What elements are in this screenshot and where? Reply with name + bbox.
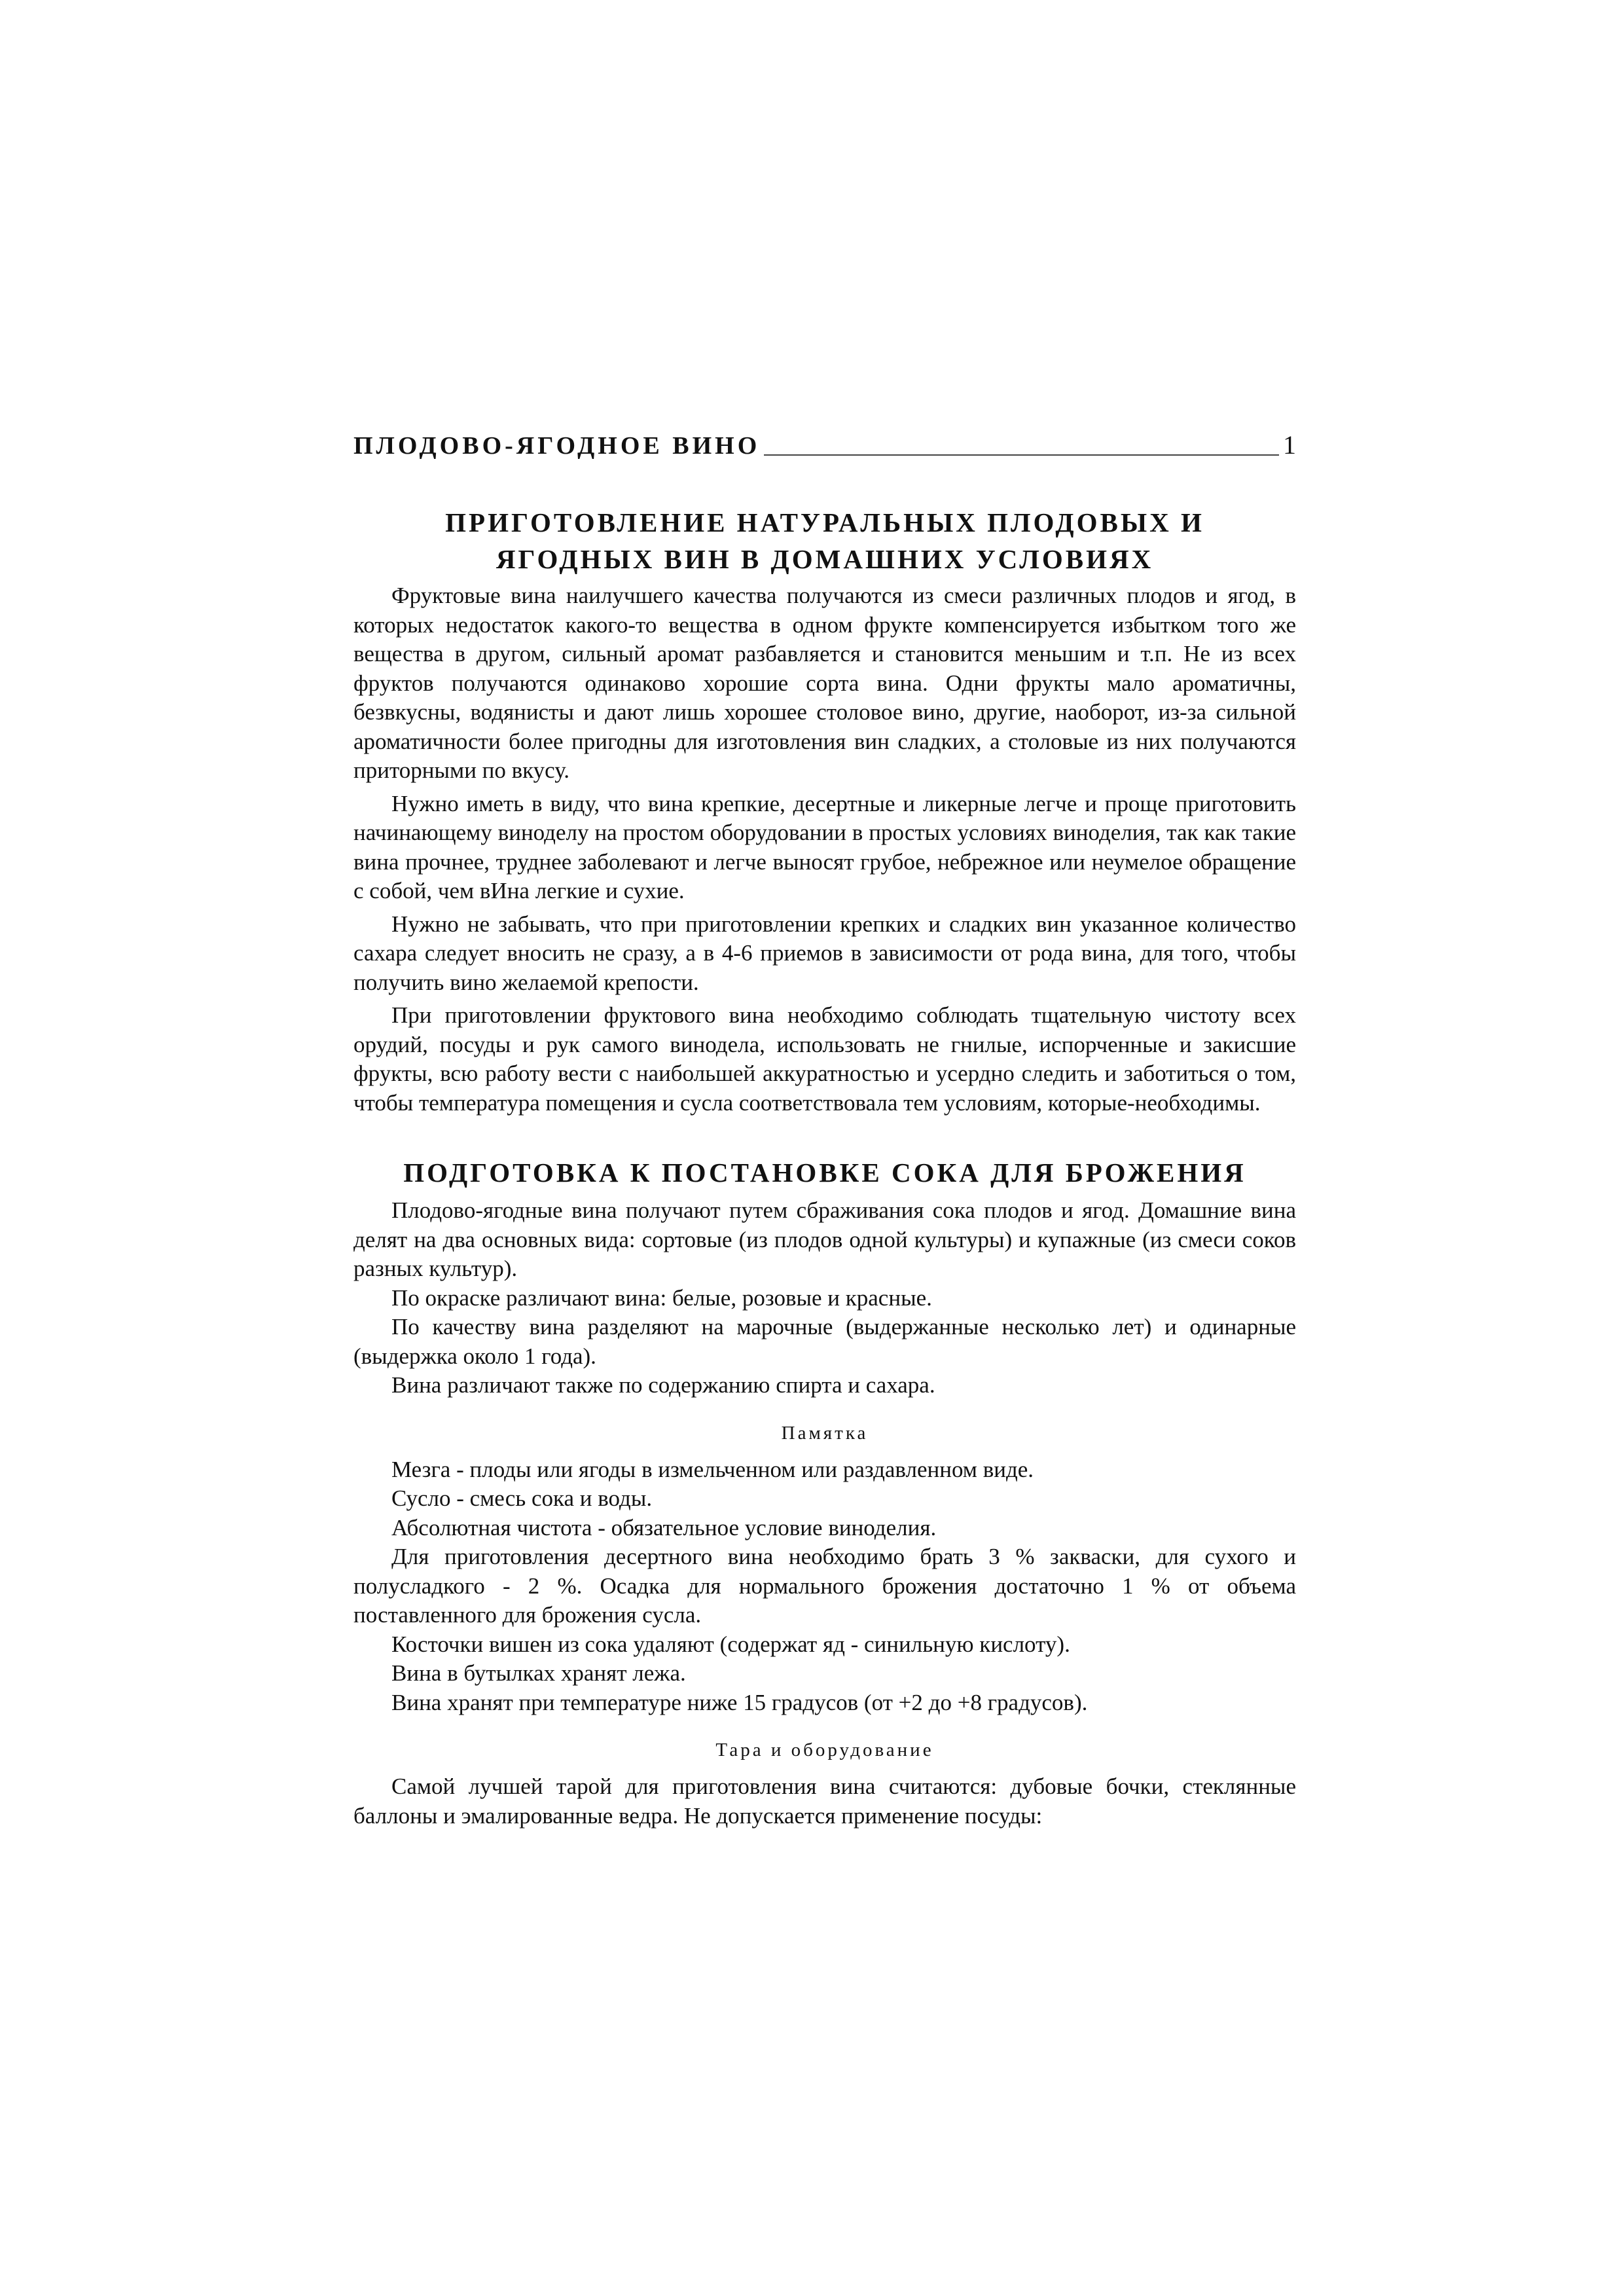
memo-list <box>353 1455 1296 1718</box>
memo-item: Мезга - плоды или ягоды в измельченном или раздавленном виде. <box>391 1456 1034 1482</box>
section-title-juice-preparation: ПОДГОТОВКА К ПОСТАНОВКЕ СОКА ДЛЯ БРОЖЕНИЯ <box>403 1157 1246 1188</box>
memo-item: Абсолютная чистота - обязательное условие виноделия. <box>391 1514 937 1540</box>
paragraph: Нужно не забывать, что при приготовлении крепких и сладких вин указанное количество сахара следует вносить не сразу, а в 4-6 приемов в зависимости от рода вина, для того, чтобы получить вино желаемой крепости. <box>353 911 1296 995</box>
memo-item: Вина хранят при температуре ниже 15 градусов (от +2 до +8 градусов). <box>391 1689 1088 1715</box>
paragraph: По качеству вина разделяют на марочные (выдержанные несколько лет) и одинарные (выдержка около 1 года). <box>353 1314 1296 1369</box>
section-title-line-1: ПРИГОТОВЛЕНИЕ НАТУРАЛЬНЫХ ПЛОДОВЫХ И <box>445 507 1204 538</box>
page-number: 1 <box>1283 430 1296 460</box>
paragraph: Вина различают также по содержанию спирта и сахара. <box>391 1372 935 1398</box>
memo-item: Для приготовления десертного вина необходимо брать 3 % закваски, для сухого и полусладкого - 2 %. Осадка для нормального брожения достаточно 1 % от объема поставленного для брожения сусла. <box>353 1544 1296 1628</box>
section-title-preparation <box>353 504 1296 577</box>
document-page <box>353 419 1296 1831</box>
paragraph: Нужно иметь в виду, что вина крепкие, десертные и ликерные легче и проще приготовить начинающему виноделу на простом оборудовании в простых условиях виноделия, так как такие вина прочнее, труднее заболевают и легче выносят грубое, небрежное или неумелое обращение с собой, чем вИна легкие и сухие. <box>353 790 1296 903</box>
containers-paragraph: Самой лучшей тарой для приготовления вина считаются: дубовые бочки, стеклянные баллоны и эмалированные ведра. Не допускается применение посуды: <box>353 1774 1296 1829</box>
paragraph: По окраске различают вина: белые, розовые и красные. <box>391 1285 932 1311</box>
containers-heading: Тара и оборудование <box>715 1740 934 1760</box>
memo-item: Вина в бутылках хранят лежа. <box>391 1660 686 1686</box>
paragraph: Фруктовые вина наилучшего качества получаются из смеси различных плодов и ягод, в которых недостаток какого-то вещества в одном фрукте компенсируется избытком того же вещества в другом, сильный аромат разбавляется и становится меньшим и т.п. Не из всех фруктов получаются одинаково хорошие сорта вина. Одни фрукты мало ароматичны, безвкусны, водянисты и дают лишь хорошее столовое вино, другие, наоборот, из-за сильной ароматичности более пригодны для изготовления вин сладких, а столовые из них получаются приторными по вкусу. <box>353 583 1296 783</box>
memo-item: Косточки вишен из сока удаляют (содержат яд - синильную кислоту). <box>391 1631 1070 1657</box>
section-body-preparation <box>353 581 1296 1118</box>
running-head-rule <box>764 454 1279 456</box>
memo-heading: Памятка <box>781 1422 869 1444</box>
memo-item: Сусло - смесь сока и воды. <box>391 1485 653 1511</box>
paragraph: При приготовлении фруктового вина необходимо соблюдать тщательную чистоту всех орудий, посуды и рук самого винодела, использовать не гнилые, испорченные и закисшие фрукты, всю работу вести с наибольшей аккуратностью и усердно следить и заботиться о том, чтобы температура помещения и сусла соответствовала тем условиям, которые-необходимы. <box>353 1002 1296 1116</box>
section-title-line-2: ЯГОДНЫХ ВИН В ДОМАШНИХ УСЛОВИЯХ <box>496 544 1154 574</box>
running-head <box>353 419 1296 458</box>
paragraph: Плодово-ягодные вина получают путем сбраживания сока плодов и ягод. Домашние вина делят на два основных вида: сортовые (из плодов одной культуры) и купажные (из смеси соков разных культур). <box>353 1197 1296 1281</box>
running-head-title: ПЛОДОВО-ЯГОДНОЕ ВИНО <box>353 432 761 460</box>
section-body-juice-preparation <box>353 1196 1296 1400</box>
